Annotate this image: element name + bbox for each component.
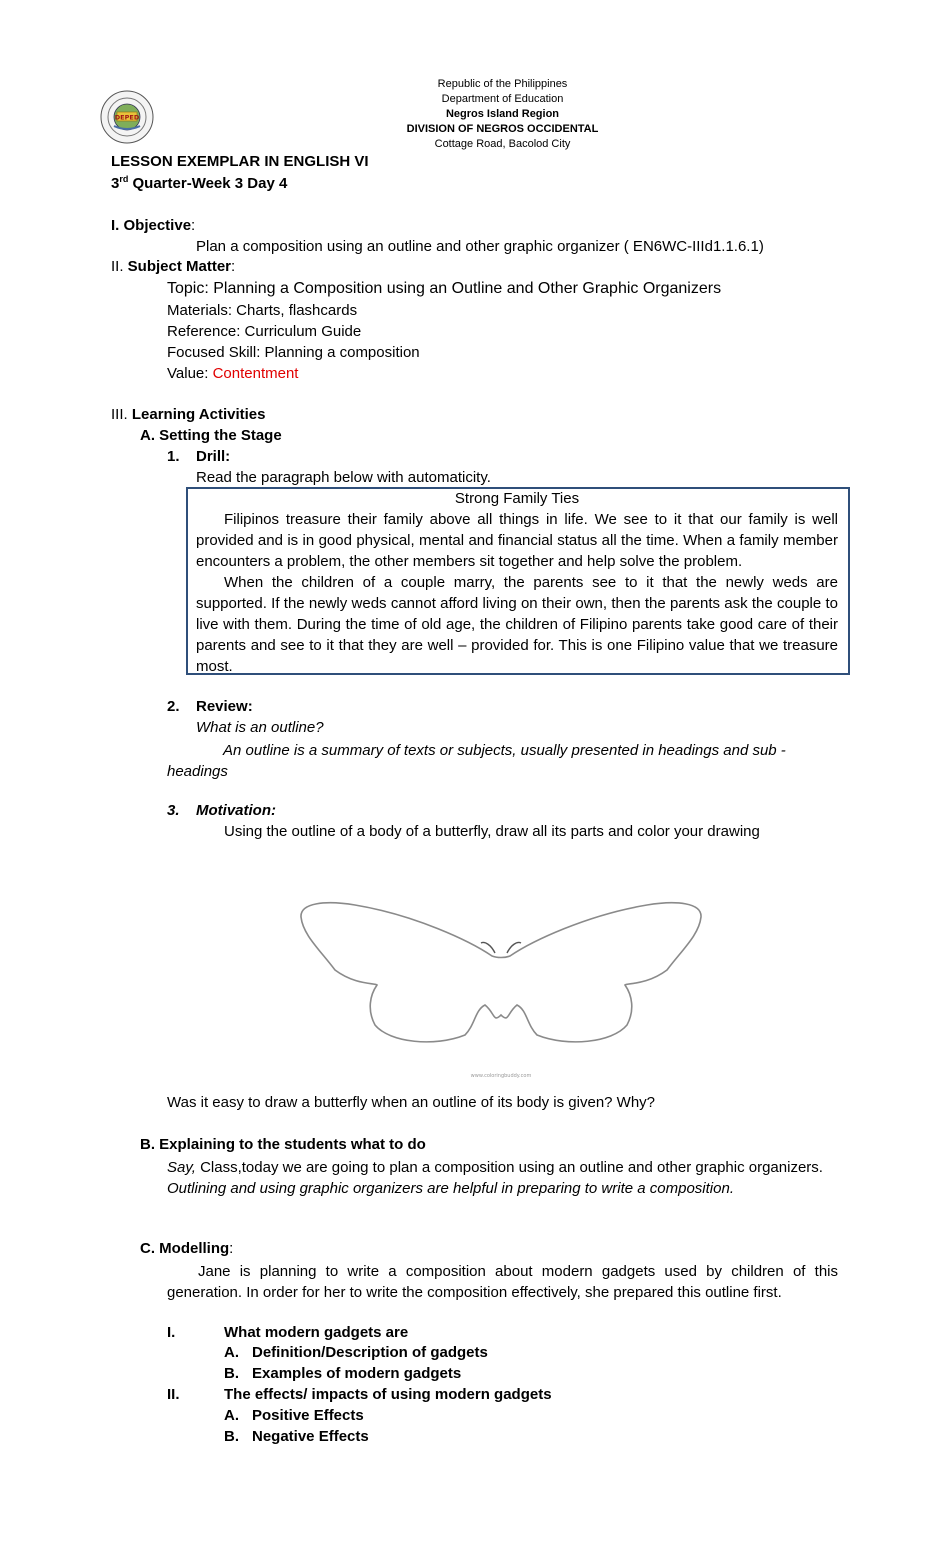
objective-label: I. Objective — [111, 217, 192, 234]
subject-matter-heading — [111, 258, 235, 275]
outline-sub-2b: Negative Effects — [252, 1428, 369, 1445]
skill-line: Focused Skill: Planning a composition — [167, 344, 420, 361]
butterfly-outline-path — [301, 903, 701, 1042]
modelling-text: Jane is planning to write a composition about modern gadgets used by children of this generation. In order for her to write the composition effectively, she prepared this outline first. — [167, 1263, 838, 1301]
header-region: Negros Island Region — [445, 108, 560, 120]
learning-prefix: III. — [111, 406, 132, 423]
explaining-text: Class,today we are going to plan a composition using an outline and other graphic organizers. — [195, 1159, 823, 1176]
modelling-label: C. Modelling — [140, 1240, 230, 1257]
butterfly-caption: www.coloringbuddy.com — [470, 1073, 532, 1079]
header-division: DIVISION OF NEGROS OCCIDENTAL — [406, 123, 599, 135]
butterfly-outline-image — [295, 895, 705, 1085]
antenna-right — [507, 942, 521, 953]
quarter-rest: Quarter-Week 3 Day 4 — [128, 175, 288, 192]
motivation-text: Using the outline of a body of a butterfly, draw all its parts and color your drawing — [224, 823, 760, 840]
motivation-label: Motivation: — [196, 802, 276, 819]
header-department: Department of Education — [441, 93, 564, 105]
drill-paragraph-1: Filipinos treasure their family above all things in life. We see to it that our family is well provided and is in good physical, mental and financial status all the time. When a family member encounters a problem, the other members sit together and help solve the problem. — [196, 511, 838, 570]
explaining-italic: Outlining and using graphic organizers are helpful in preparing to write a composition. — [167, 1180, 734, 1197]
objective-text: Plan a composition using an outline and other graphic organizer ( EN6WC-IIId1.1.6.1) — [196, 238, 764, 255]
deped-seal-logo — [100, 90, 154, 144]
modelling-colon: : — [229, 1240, 234, 1257]
explaining-text-line — [167, 1157, 838, 1178]
topic-label: Topic: — [167, 280, 214, 297]
learning-heading — [111, 406, 266, 423]
setting-stage-heading: A. Setting the Stage — [140, 427, 282, 444]
reference-line: Reference: Curriculum Guide — [167, 323, 362, 340]
review-label: Review: — [196, 698, 253, 715]
explaining-heading: B. Explaining to the students what to do — [140, 1136, 426, 1153]
explaining-say: Say, — [167, 1159, 196, 1176]
outline-sub-1b: Examples of modern gadgets — [252, 1365, 462, 1382]
outline-num-1: I. — [167, 1324, 176, 1341]
value-text: Contentment — [212, 365, 299, 382]
drill-paragraph-2: When the children of a couple marry, the parents see to it that the newly weds are supported. If the newly weds cannot afford living on their own, then the parents ask the couple to live with them. During the time of old age, the children of Filipino parents take good care of their parents and see to it that they are well – provided for. This is one Filipino value that we treasure most. — [196, 574, 838, 675]
quarter-number: 3 — [111, 175, 120, 192]
header-republic: Republic of the Philippines — [437, 78, 568, 90]
topic-text: Planning a Composition using an Outline and Other Graphic Organizers — [213, 280, 722, 297]
header-address: Cottage Road, Bacolod City — [434, 138, 571, 150]
subject-matter-prefix: II. — [111, 258, 128, 275]
drill-passage — [196, 488, 838, 677]
review-number: 2. — [167, 698, 180, 715]
outline-num-2: II. — [167, 1386, 180, 1403]
outline-sub-num-2b: B. — [224, 1428, 239, 1445]
outline-sub-num-1b: B. — [224, 1365, 239, 1382]
objective-colon: : — [191, 217, 196, 234]
document-header — [300, 77, 705, 152]
outline-item-2: The effects/ impacts of using modern gadgets — [224, 1386, 552, 1403]
antenna-left — [481, 942, 495, 953]
drill-instruction: Read the paragraph below with automaticity. — [196, 469, 491, 486]
subject-matter-colon: : — [231, 258, 236, 275]
quarter-ordinal: rd — [119, 174, 129, 184]
subject-matter-label: Subject Matter — [127, 258, 232, 275]
seal-text: DEPED — [114, 113, 140, 122]
outline-sub-1a: Definition/Description of gadgets — [252, 1344, 488, 1361]
drill-label: Drill: — [196, 448, 231, 465]
materials-line: Materials: Charts, flashcards — [167, 302, 358, 319]
drill-number: 1. — [167, 448, 180, 465]
outline-sub-num-1a: A. — [224, 1344, 239, 1361]
drill-title: Strong Family Ties — [454, 490, 580, 507]
modelling-heading — [140, 1240, 233, 1257]
value-line — [167, 365, 298, 382]
outline-sub-num-2a: A. — [224, 1407, 239, 1424]
quarter-line — [111, 175, 287, 192]
outline-sub-2a: Positive Effects — [252, 1407, 364, 1424]
learning-label: Learning Activities — [131, 406, 266, 423]
value-label: Value: — [167, 365, 213, 382]
outline-item-1: What modern gadgets are — [224, 1324, 409, 1341]
motivation-number: 3. — [167, 802, 180, 819]
topic-line — [167, 280, 721, 298]
review-answer: An outline is a summary of texts or subjects, usually presented in headings and sub - headings — [167, 742, 786, 780]
objective-heading — [111, 217, 195, 234]
review-question: What is an outline? — [196, 719, 324, 736]
lesson-title: LESSON EXEMPLAR IN ENGLISH VI — [111, 153, 369, 170]
motivation-question: Was it easy to draw a butterfly when an outline of its body is given? Why? — [167, 1094, 656, 1111]
explaining-paragraph — [167, 1157, 838, 1199]
